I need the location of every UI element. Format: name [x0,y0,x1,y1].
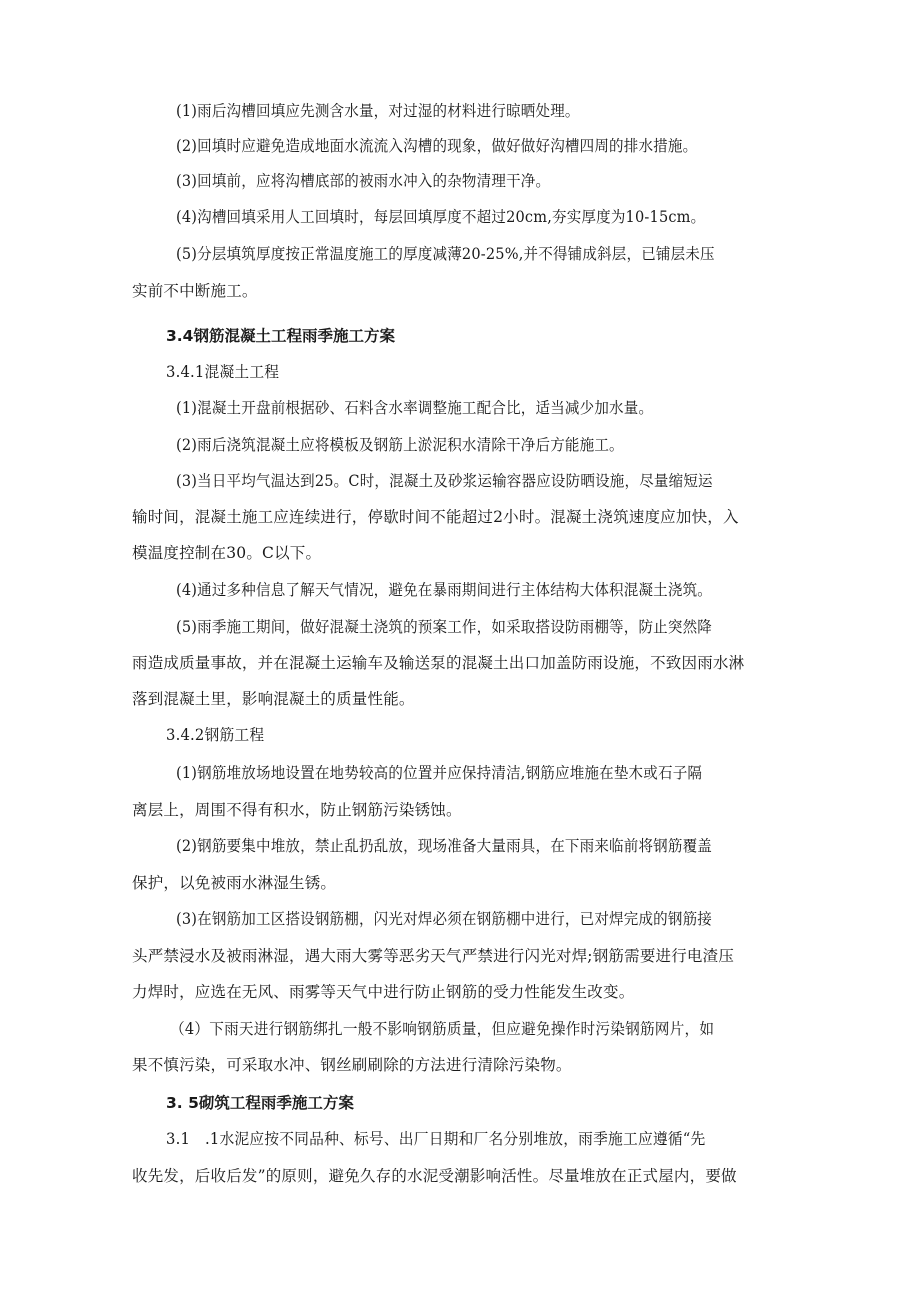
paragraph-backfill-5-line2: 实前不中断施工。 [132,282,258,300]
paragraph-concrete-1: (1)混凝土开盘前根据砂、石料含水率调整施工配合比，适当减少加水量。 [176,399,654,417]
paragraph-backfill-2: (2)回填时应避免造成地面水流流入沟槽的现象，做好做好沟槽四周的排水措施。 [176,137,698,155]
paragraph-rebar-3-line3: 力焊时，应选在无风、雨雾等天气中进行防止钢筋的受力性能发生改变。 [132,983,635,1001]
paragraph-concrete-5-line3: 落到混凝土里，影响混凝土的质量性能。 [132,690,415,708]
paragraph-backfill-5-line1: (5)分层填筑厚度按正常温度施工的厚度减薄20-25%,并不得铺成斜层，已铺层未压 [176,245,715,263]
paragraph-concrete-5-line2: 雨造成质量事故，并在混凝土运输车及输送泵的混凝土出口加盖防雨设施，不致因雨水淋 [132,654,745,672]
paragraph-concrete-3-line3: 模温度控制在30。C以下。 [132,544,322,562]
paragraph-concrete-2: (2)雨后浇筑混凝土应将模板及钢筋上淤泥积水清除干净后方能施工。 [176,436,624,454]
paragraph-rebar-3-line1: (3)在钢筋加工区搭设钢筋棚，闪光对焊必须在钢筋棚中进行，已对焊完成的钢筋接 [176,910,713,928]
paragraph-rebar-4-line1: （4）下雨天进行钢筋绑扎一般不影响钢筋质量，但应避免操作时污染钢筋网片，如 [170,1020,715,1038]
paragraph-rebar-4-line2: 果不慎污染，可采取水冲、钢丝刷刷除的方法进行清除污染物。 [132,1056,572,1074]
paragraph-concrete-3-line2: 输时间，混凝土施工应连续进行，停歇时间不能超过2小时。混凝土浇筑速度应加快，入 [132,508,739,526]
paragraph-masonry-1-line1: 3.1 .1水泥应按不同品种、标号、出厂日期和厂名分别堆放，雨季施工应遵循“先 [166,1130,706,1148]
paragraph-concrete-5-line1: (5)雨季施工期间，做好混凝土浇筑的预案工作，如采取搭设防雨棚等，防止突然降 [176,618,713,636]
paragraph-concrete-4: (4)通过多种信息了解天气情况，避免在暴雨期间进行主体结构大体积混凝土浇筑。 [176,581,713,599]
paragraph-backfill-3: (3)回填前，应将沟槽底部的被雨水冲入的杂物清理干净。 [176,172,551,190]
paragraph-backfill-1: (1)雨后沟槽回填应先测含水量，对过湿的材料进行晾晒处理。 [176,102,580,120]
paragraph-rebar-1-line2: 离层上，周围不得有积水，防止钢筋污染锈蚀。 [132,801,462,819]
paragraph-rebar-2-line1: (2)钢筋要集中堆放，禁止乱扔乱放，现场准备大量雨具，在下雨来临前将钢筋覆盖 [176,837,713,855]
paragraph-rebar-3-line2: 头严禁浸水及被雨淋湿，遇大雨大雾等恶劣天气严禁进行闪光对焊;钢筋需要进行电渣压 [132,947,735,965]
paragraph-concrete-3-line1: (3)当日平均气温达到25。C时，混凝土及砂浆运输容器应设防晒设施，尽量缩短运 [176,472,713,490]
paragraph-masonry-1-line2: 收先发，后收后发”的原则，避免久存的水泥受潮影响活性。尽量堆放在正式屋内，要做 [132,1167,737,1185]
section-heading-3-4: 3.4钢筋混凝土工程雨季施工方案 [166,327,395,345]
section-heading-3-5: 3. 5砌筑工程雨季施工方案 [166,1094,354,1112]
subheading-3-4-2: 3.4.2钢筋工程 [166,726,265,744]
paragraph-rebar-2-line2: 保护，以免被雨水淋湿生锈。 [132,874,337,892]
paragraph-rebar-1-line1: (1)钢筋堆放场地设置在地势较高的位置并应保持清洁,钢筋应堆施在垫木或石子隔 [176,764,703,782]
subheading-3-4-1: 3.4.1混凝土工程 [166,363,280,381]
paragraph-backfill-4: (4)沟槽回填采用人工回填时，每层回填厚度不超过20cm,夯实厚度为10-15cm。 [176,208,706,226]
